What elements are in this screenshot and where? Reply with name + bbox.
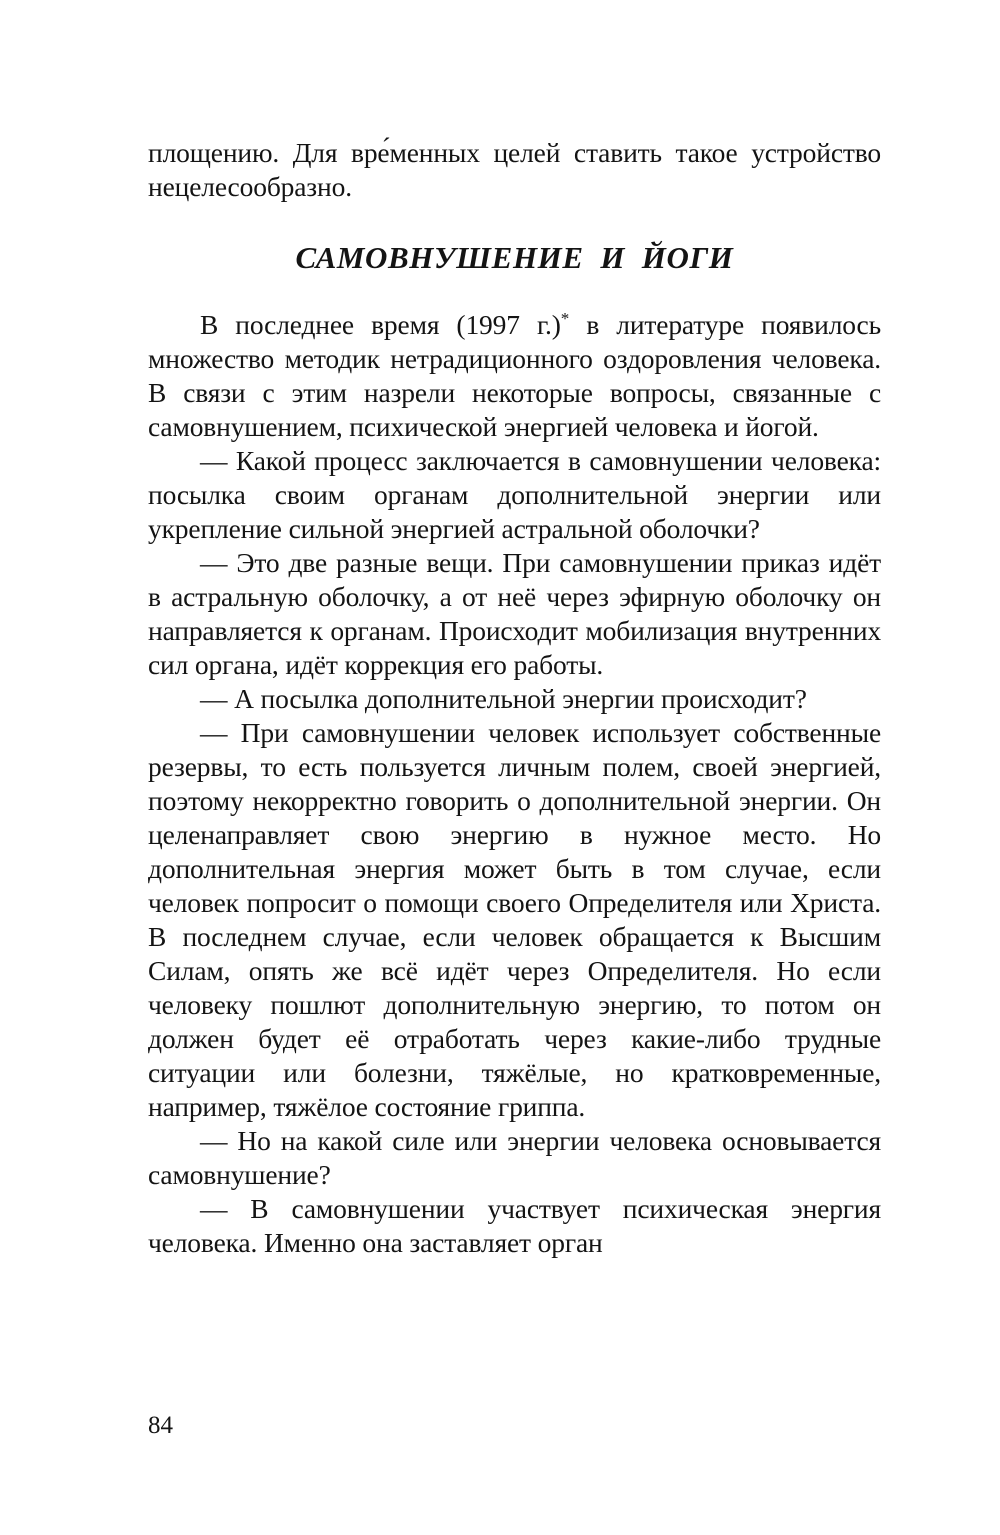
paragraph-question-1: — Какой процесс заключается в самовнушении человека: посылка своим органам дополнительной энергии или укрепление сильной энергией астральной оболочки? — [148, 445, 881, 544]
paragraph-intro-text-before-footnote: В последнее время (1997 г.) — [200, 309, 561, 340]
paragraph-question-2: — А посылка дополнительной энергии происходит? — [200, 683, 807, 714]
paragraph-intro — [148, 308, 881, 444]
paragraph-continued-top: площению. Для вре́менных целей ставить такое устройство нецелесообразно. — [148, 137, 881, 202]
paragraph-answer-2: — При самовнушении человек использует собственные резервы, то есть пользуется личным полем, своей энергией, поэтому некорректно говорить о дополнительной энергии. Он целенаправляет свою энергию в нужное место. Но дополнительная энергия может быть в том случае, если человек попросит о помощи своего Определителя или Христа. В последнем случае, если человек обращается к Высшим Силам, опять же всё идёт через Определителя. Но если человеку пошлют дополнительную энергию, то потом он должен будет её отработать через какие-либо трудные ситуации или болезни, тяжёлые, но кратковременные, например, тяжёлое состояние гриппа. — [148, 717, 881, 1122]
section-heading: САМОВНУШЕНИЕ И ЙОГИ — [295, 240, 734, 275]
page-number: 84 — [148, 1412, 173, 1439]
footnote-marker-asterisk: * — [560, 308, 570, 328]
paragraph-intro-text-after-footnote: в литературе появилось множество методик нетрадиционного оздоровления человека. В связи с этим назрели некоторые вопросы, связанные с самовнушением, психической энергией человека и йогой. — [148, 309, 881, 442]
paragraph-question-3: — Но на какой силе или энергии человека основывается самовнушение? — [148, 1125, 881, 1190]
paragraph-answer-1: — Это две разные вещи. При самовнушении приказ идёт в астральную оболочку, а от неё через эфирную оболочку он направляется к органам. Происходит мобилизация внутренних сил органа, идёт коррекция его работы. — [148, 547, 881, 680]
page-text-block — [148, 136, 881, 1260]
paragraph-answer-3: — В самовнушении участвует психическая энергия человека. Именно она заставляет орган — [148, 1193, 881, 1258]
